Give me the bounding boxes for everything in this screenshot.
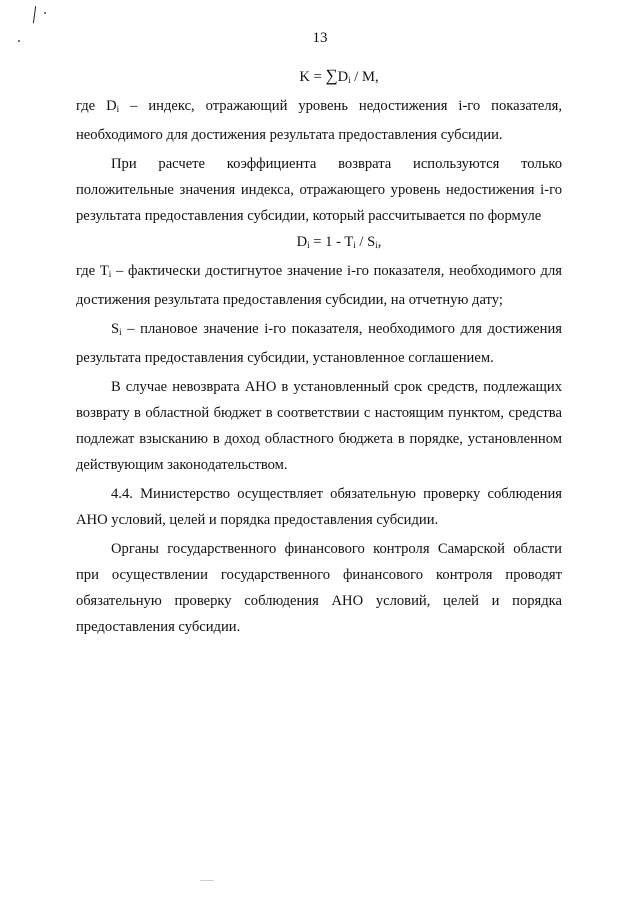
paragraph-di-definition bbox=[76, 93, 562, 148]
paragraph-non-return: В случае невозврата АНО в установленный срок средств, подлежащих возврату в областной бюджет в соответствии с настоящим пунктом, средства подлежат взысканию в доход областного бюджета в порядке, установленном действующим законодательством. bbox=[76, 379, 562, 473]
paragraph-return-coefficient: При расчете коэффициента возврата используются только положительные значения индекса, отражающего уровень недостижения i-го результата предоставления субсидии, который рассчитывается по формуле bbox=[76, 156, 562, 224]
paragraph-ti-definition bbox=[76, 258, 562, 313]
formula-d-sub2: i bbox=[353, 240, 356, 250]
scan-artifact-line bbox=[200, 880, 214, 881]
p4-pre: S bbox=[111, 321, 120, 337]
p4-post: – плановое значение i-го показателя, необходимого для достижения результата предоставления субсидии, установленное соглашением. bbox=[76, 321, 562, 366]
paragraph-4-4: 4.4. Министерство осуществляет обязательную проверку соблюдения АНО условий, целей и порядка предоставления субсидии. bbox=[76, 486, 562, 528]
scan-artifact-mark: ╲ bbox=[26, 7, 42, 24]
p1-pre: где D bbox=[76, 98, 117, 114]
formula-k-d: D bbox=[337, 69, 349, 85]
formula-d-end: , bbox=[377, 234, 382, 250]
p3-pre: где T bbox=[76, 263, 109, 279]
p1-sub: i bbox=[116, 104, 120, 114]
paragraph-si-definition bbox=[76, 316, 562, 371]
p1-post: – индекс, отражающий уровень недостижения i-го показателя, необходимого для достижения результата предоставления субсидии. bbox=[76, 98, 562, 143]
page-number: 13 bbox=[312, 30, 328, 46]
formula-d-sub1: i bbox=[307, 240, 310, 250]
formula-d-mid: = 1 - T bbox=[309, 234, 354, 250]
p3-sub: i bbox=[108, 269, 112, 279]
sigma-symbol: ∑ bbox=[325, 66, 338, 85]
formula-k-sub: i bbox=[348, 75, 351, 85]
formula-d-sub3: i bbox=[375, 240, 378, 250]
formula-k bbox=[76, 64, 562, 93]
formula-d-slash: / S bbox=[355, 234, 376, 250]
formula-d-d: D bbox=[296, 234, 308, 250]
paragraph-financial-control: Органы государственного финансового контроля Самарской области при осуществлении государственного финансового контроля проводят обязательную проверку соблюдения АНО условий, целей и порядка предоставления субсидии. bbox=[76, 541, 562, 635]
p3-post: – фактически достигнутое значение i-го показателя, необходимого для достижения результата предоставления субсидии, на отчетную дату; bbox=[76, 263, 562, 308]
formula-d bbox=[76, 229, 562, 258]
formula-k-lhs: K = bbox=[299, 69, 326, 85]
scan-artifact-speck bbox=[44, 12, 46, 14]
formula-k-rest: / M, bbox=[350, 69, 379, 85]
p4-sub: i bbox=[119, 327, 122, 337]
document-body bbox=[76, 64, 562, 640]
